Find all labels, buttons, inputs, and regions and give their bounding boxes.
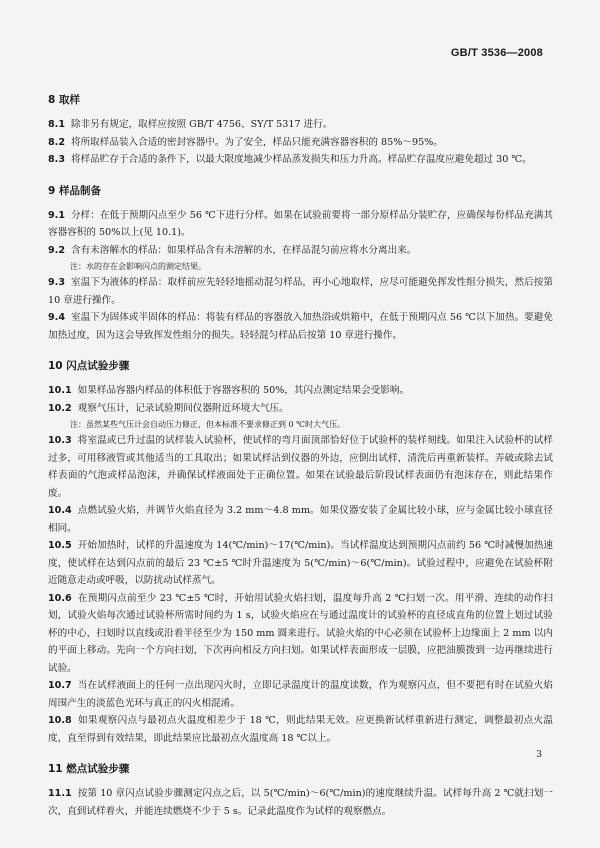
clause-8-1: 8.1 除非另有规定，取样应按照 GB/T 4756、SY/T 5317 进行。 — [48, 119, 333, 130]
clause-10-1: 10.1 如果样品容器内样品的体积低于容器容积的 50%，其闪点测定结果会受影响。 — [48, 385, 410, 396]
standard-code: GB/T 3536—2008 — [450, 47, 543, 59]
section-title-11: 11 燃点试验步骤 — [48, 763, 130, 775]
clause-9-2: 9.2 含有未溶解水的样品：如果样品含有未溶解的水，在样品混匀前应将水分离出来。 — [48, 244, 417, 256]
clause-10-5: 10.5 开始加热时，试样的升温速度为 14(℃/min)～17(℃/min)。当试样温度达到预期闪点前约 56 ℃时减慢加热速度，使试样在达到闪点前的最后 23 ℃±5 ℃时升温速度为 5(℃/min)～6(℃/min)。试验过程中，应避免在试验杯附近随意走动或呼吸，以防扰动试样蒸气。 — [48, 540, 553, 586]
section-title-8: 8 取样 — [48, 94, 80, 106]
clause-10-6: 10.6 在预期闪点前至少 23 ℃±5 ℃时，开始用试验火焰扫划，温度每升高 2 ℃扫划一次。用平滑、连续的动作扫划，试验火焰每次通过试验杯所需时间约为 1 s，试验火焰应在与通过温度计的试验杯的直径成直角的位置上划过试验杯的中心，扫划时以直线或沿着半径至少为 150 mm 圆来进行。试验火焰的中心必须在试验杯上边缘面上 2 mm 以内的平面上移动。先向一个方向扫划，下次再向相反方向扫划。如果试样表面形成一层膜，应把油膜拨到一边再继续进行试验。 — [48, 592, 553, 674]
page-number: 3 — [536, 750, 542, 760]
clause-9-3: 9.3 室温下为液体的样品：取样前应先轻轻地摇动混匀样品，再小心地取样，应尽可能避免挥发性组分损失，然后按第 10 章进行操作。 — [48, 277, 553, 306]
section-title-10: 10 闪点试验步骤 — [48, 360, 130, 372]
note-10-2: 注：虽然某些气压计会自动压力修正，但本标准不要求修正到 0 ℃时大气压。 — [70, 420, 346, 429]
clause-11-1: 11.1 按第 10 章闪点试验步骤测定闪点之后，以 5(℃/min)～6(℃/min)的速度继续升温。试样每升高 2 ℃就扫划一次，直到试样着火，并能连续燃烧不少于 5 s。记录此温度作为试样的观察燃点。 — [48, 788, 553, 817]
note-9-2: 注：水的存在会影响闪点的测定结果。 — [70, 262, 206, 271]
clause-10-2: 10.2 观察气压计，记录试验期间仪器附近环境大气压。 — [48, 402, 289, 414]
clause-8-2: 8.2 将所取样品装入合适的密封容器中。为了安全，样品只能充满容器容积的 85%～95%。 — [48, 136, 443, 148]
clause-10-7: 10.7 当在试样液面上的任何一点出现闪火时，立即记录温度计的温度读数，作为观察闪点，但不要把有时在试验火焰周围产生的淡蓝色光环与真正的闪火相混淆。 — [48, 680, 553, 709]
clause-10-8: 10.8 如果观察闪点与最初点火温度相差少于 18 ℃，则此结果无效。应更换新试样重新进行测定，调整最初点火温度，直至得到有效结果，即此结果应比最初点火温度高 18 ℃以上。 — [48, 715, 553, 744]
clause-8-3: 8.3 将样品贮存于合适的条件下，以最大限度地减少样品蒸发损失和压力升高。样品贮存温度应避免超过 30 ℃。 — [48, 154, 532, 165]
section-title-9: 9 样品制备 — [48, 184, 101, 197]
clause-10-4: 10.4 点燃试验火焰，并调节火焰直径为 3.2 mm～4.8 mm。如果仪器安装了金属比较小球，应与金属比较小球直径相同。 — [48, 505, 553, 534]
clause-9-1: 9.1 分样：在低于预期闪点至少 56 ℃下进行分样。如果在试验前要将一部分原样品分装贮存，应确保每份样品充满其容器容积的 50%以上(见 10.1)。 — [48, 209, 553, 238]
document-body — [48, 92, 553, 820]
clause-10-3: 10.3 将室温或已升过温的试样装入试验杯，使试样的弯月面顶部恰好位于试验杯的装样刻线。如果注入试验杯的试样过多，可用移液管或其他适当的工具取出；如果试样沾到仪器的外边，应倒出试样，清洗后再重新装样。弄破或除去试样表面的气泡或样品泡沫，并确保试样液面处于正确位置。如果在试验最后阶段试样表面仍有泡沫存在，则此结果作废。 — [48, 435, 553, 499]
clause-9-4: 9.4 室温下为固体或半固体的样品：将装有样品的容器放入加热浴或烘箱中，在低于预期闪点 56 ℃以下加热。要避免加热过度，因为这会导致挥发性组分的损失。轻轻混匀样品后按第 10 章进行操作。 — [48, 312, 553, 341]
